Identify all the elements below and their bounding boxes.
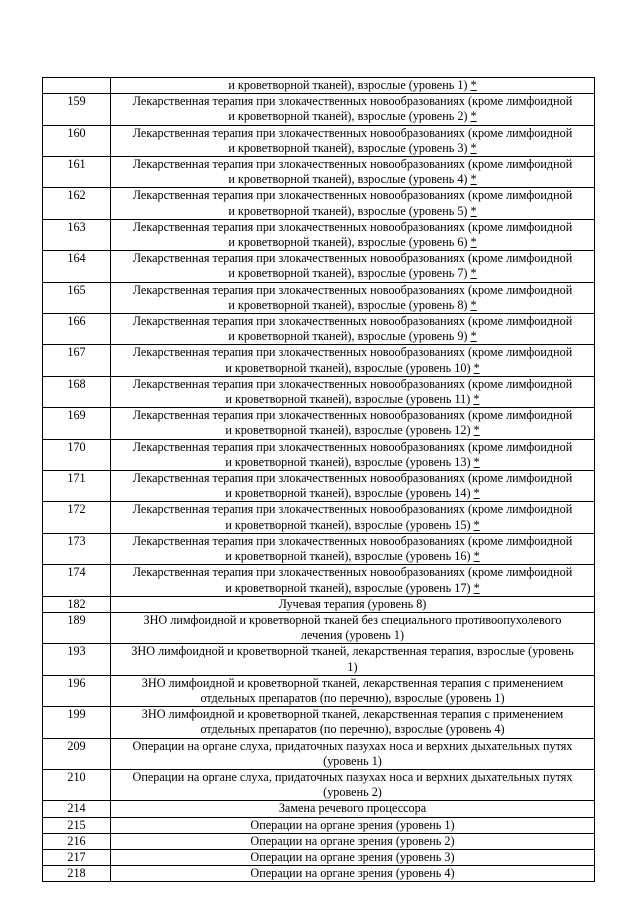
description-line: Лекарственная терапия при злокачественных новообразованиях (кроме лимфоидной [132, 219, 573, 234]
row-description [111, 502, 595, 533]
table-row [43, 157, 595, 188]
row-description [111, 707, 595, 738]
row-number: 193 [43, 644, 111, 675]
description-line: и кроветворной тканей), взрослые (уровень 7) [228, 266, 468, 281]
footnote-link[interactable]: * [470, 78, 477, 92]
table-row [43, 738, 595, 769]
description-line: и кроветворной тканей), взрослые (уровень 13) [225, 454, 471, 469]
table-row [43, 282, 595, 313]
table-row [43, 125, 595, 156]
description-line: и кроветворной тканей), взрослые (уровень 8) [228, 297, 468, 312]
table-row [43, 345, 595, 376]
row-number: 168 [43, 376, 111, 407]
table-row [43, 533, 595, 564]
description-line: и кроветворной тканей), взрослые (уровень 5) [228, 203, 468, 218]
description-line: (уровень 1) [323, 753, 382, 768]
row-description [111, 94, 595, 125]
row-description [111, 675, 595, 706]
row-number: 173 [43, 533, 111, 564]
description-line: Лекарственная терапия при злокачественных новообразованиях (кроме лимфоидной [132, 125, 573, 140]
description-line: и кроветворной тканей), взрослые (уровень 1) [228, 78, 468, 92]
row-description [111, 188, 595, 219]
footnote-link[interactable]: * [470, 266, 477, 281]
footnote-link[interactable]: * [470, 297, 477, 312]
row-description [111, 251, 595, 282]
description-line: Лекарственная терапия при злокачественных новообразованиях (кроме лимфоидной [132, 533, 573, 548]
description-line: ЗНО лимфоидной и кроветворной тканей, лекарственная терапия, взрослые (уровень [131, 644, 574, 659]
description-line: 1) [347, 659, 358, 674]
description-line: (уровень 2) [323, 785, 382, 800]
table-row [43, 675, 595, 706]
table-row [43, 565, 595, 596]
description-line: Лекарственная терапия при злокачественных новообразованиях (кроме лимфоидной [132, 345, 573, 360]
footnote-link[interactable]: * [473, 454, 480, 469]
footnote-link[interactable]: * [473, 517, 480, 532]
row-number: 172 [43, 502, 111, 533]
description-line: Лекарственная терапия при злокачественных новообразованиях (кроме лимфоидной [132, 376, 573, 391]
description-line: Лекарственная терапия при злокачественных новообразованиях (кроме лимфоидной [132, 502, 573, 517]
table-row [43, 866, 595, 882]
table-row [43, 376, 595, 407]
table-row [43, 314, 595, 345]
row-description [111, 769, 595, 800]
description-line: и кроветворной тканей), взрослые (уровень 17) [225, 580, 471, 595]
footnote-link[interactable]: * [470, 140, 477, 155]
row-number: 189 [43, 612, 111, 643]
description-line: и кроветворной тканей), взрослые (уровень 16) [225, 549, 471, 564]
table-row [43, 612, 595, 643]
footnote-link[interactable]: * [470, 172, 477, 187]
row-description [111, 78, 595, 94]
row-number: 218 [43, 866, 111, 882]
description-line: отдельных препаратов (по перечню), взрослые (уровень 4) [200, 722, 505, 737]
table-row [43, 188, 595, 219]
footnote-link[interactable]: * [470, 235, 477, 250]
table-row [43, 849, 595, 865]
row-description [111, 157, 595, 188]
table-row [43, 801, 595, 817]
description-line: и кроветворной тканей), взрослые (уровень 2) [228, 109, 468, 124]
description-line: и кроветворной тканей), взрослые (уровень 4) [228, 172, 468, 187]
description-line: Лекарственная терапия при злокачественных новообразованиях (кроме лимфоидной [132, 94, 573, 109]
footnote-link[interactable]: * [473, 392, 480, 407]
row-number: 199 [43, 707, 111, 738]
row-description [111, 408, 595, 439]
row-description [111, 345, 595, 376]
row-number: 163 [43, 219, 111, 250]
description-line: Лекарственная терапия при злокачественных новообразованиях (кроме лимфоидной [132, 471, 573, 486]
footnote-link[interactable]: * [470, 109, 477, 124]
description-line: Операции на органе зрения (уровень 4) [250, 866, 455, 881]
row-number: 165 [43, 282, 111, 313]
row-number: 170 [43, 439, 111, 470]
row-description [111, 219, 595, 250]
description-line: и кроветворной тканей), взрослые (уровень 11) [225, 392, 471, 407]
description-line: Лекарственная терапия при злокачественных новообразованиях (кроме лимфоидной [132, 157, 573, 172]
description-line: и кроветворной тканей), взрослые (уровень 6) [228, 235, 468, 250]
description-line: лечения (уровень 1) [300, 628, 405, 643]
row-description [111, 471, 595, 502]
description-line: Лекарственная терапия при злокачественных новообразованиях (кроме лимфоидной [132, 188, 573, 203]
description-line: Лекарственная терапия при злокачественных новообразованиях (кроме лимфоидной [132, 565, 573, 580]
table-row [43, 769, 595, 800]
row-description [111, 565, 595, 596]
row-number: 209 [43, 738, 111, 769]
description-line: ЗНО лимфоидной и кроветворной тканей без специального противоопухолевого [143, 612, 562, 627]
table-row [43, 644, 595, 675]
footnote-link[interactable]: * [473, 360, 480, 375]
table-row [43, 596, 595, 612]
description-line: Замена речевого процессора [278, 801, 427, 816]
table-row [43, 502, 595, 533]
description-line: Операции на органе слуха, придаточных пазухах носа и верхних дыхательных путях [132, 738, 573, 753]
table-row [43, 471, 595, 502]
description-line: ЗНО лимфоидной и кроветворной тканей, лекарственная терапия с применением [141, 675, 564, 690]
row-description [111, 817, 595, 833]
table-row [43, 251, 595, 282]
description-line: Операции на органе зрения (уровень 3) [250, 849, 455, 864]
row-description [111, 849, 595, 865]
row-number: 196 [43, 675, 111, 706]
row-number: 162 [43, 188, 111, 219]
description-line: отдельных препаратов (по перечню), взрослые (уровень 1) [200, 690, 505, 705]
row-description [111, 612, 595, 643]
description-line: Лекарственная терапия при злокачественных новообразованиях (кроме лимфоидной [132, 251, 573, 266]
row-description [111, 314, 595, 345]
table-row [43, 833, 595, 849]
row-number: 214 [43, 801, 111, 817]
row-description [111, 833, 595, 849]
row-description [111, 125, 595, 156]
footnote-link[interactable]: * [473, 423, 480, 438]
row-number: 164 [43, 251, 111, 282]
description-line: и кроветворной тканей), взрослые (уровень 14) [225, 486, 471, 501]
row-number: 210 [43, 769, 111, 800]
row-description [111, 644, 595, 675]
row-number: 215 [43, 817, 111, 833]
row-description [111, 866, 595, 882]
row-number: 182 [43, 596, 111, 612]
row-number: 169 [43, 408, 111, 439]
row-number: 171 [43, 471, 111, 502]
row-number: 216 [43, 833, 111, 849]
row-number: 174 [43, 565, 111, 596]
row-description [111, 738, 595, 769]
table-row [43, 707, 595, 738]
description-line: Лекарственная терапия при злокачественных новообразованиях (кроме лимфоидной [132, 408, 573, 423]
row-number [43, 78, 111, 94]
row-description [111, 533, 595, 564]
footnote-link[interactable]: * [473, 486, 480, 501]
row-number: 161 [43, 157, 111, 188]
description-line: Лекарственная терапия при злокачественных новообразованиях (кроме лимфоидной [132, 282, 573, 297]
row-number: 167 [43, 345, 111, 376]
row-number: 166 [43, 314, 111, 345]
description-line: Лекарственная терапия при злокачественных новообразованиях (кроме лимфоидной [132, 439, 573, 454]
description-line: Лучевая терапия (уровень 8) [278, 596, 427, 611]
row-description [111, 439, 595, 470]
table-body [43, 78, 595, 882]
table-row [43, 94, 595, 125]
description-line: Операции на органе слуха, придаточных пазухах носа и верхних дыхательных путях [132, 769, 573, 784]
description-line: и кроветворной тканей), взрослые (уровень 10) [225, 360, 471, 375]
table-row [43, 817, 595, 833]
description-line: Лекарственная терапия при злокачественных новообразованиях (кроме лимфоидной [132, 314, 573, 329]
description-line: и кроветворной тканей), взрослые (уровень 15) [225, 517, 471, 532]
description-line: и кроветворной тканей), взрослые (уровень 12) [225, 423, 471, 438]
description-line: Операции на органе зрения (уровень 1) [250, 817, 455, 832]
description-line: Операции на органе зрения (уровень 2) [250, 833, 455, 848]
table-row [43, 439, 595, 470]
footnote-link[interactable]: * [470, 329, 477, 344]
table-row [43, 219, 595, 250]
table-row [43, 78, 595, 94]
description-line: и кроветворной тканей), взрослые (уровень 9) [228, 329, 468, 344]
table-row [43, 408, 595, 439]
row-number: 159 [43, 94, 111, 125]
description-line: ЗНО лимфоидной и кроветворной тканей, лекарственная терапия с применением [141, 707, 564, 722]
row-description [111, 801, 595, 817]
footnote-link[interactable]: * [473, 580, 480, 595]
footnote-link[interactable]: * [470, 203, 477, 218]
kfg-table [42, 77, 595, 882]
row-number: 160 [43, 125, 111, 156]
row-number: 217 [43, 849, 111, 865]
row-description [111, 376, 595, 407]
row-description [111, 282, 595, 313]
footnote-link[interactable]: * [473, 549, 480, 564]
row-description [111, 596, 595, 612]
description-line: и кроветворной тканей), взрослые (уровень 3) [228, 140, 468, 155]
